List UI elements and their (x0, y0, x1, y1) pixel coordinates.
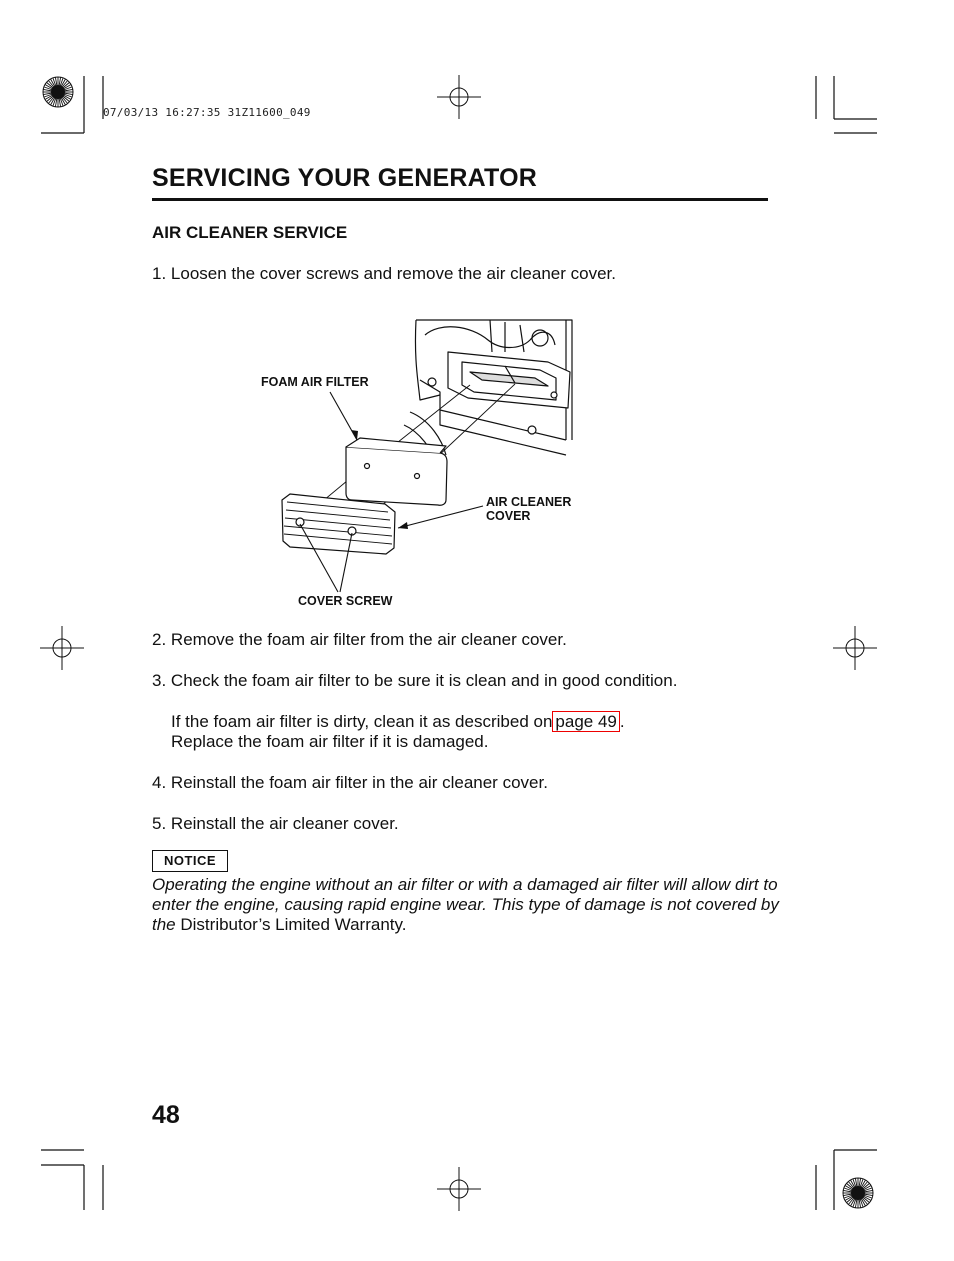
step-3-detail-line2: Replace the foam air filter if it is damaged. (171, 732, 489, 751)
step-1: 1. Loosen the cover screws and remove the air cleaner cover. (152, 264, 616, 283)
notice-text: Operating the engine without an air filter or with a damaged air filter will allow dirt to enter the engine, causing rapid engine wear. This type of damage is not covered by the Distributor’s Limited Warranty. (152, 875, 779, 934)
step-4: 4. Reinstall the foam air filter in the air cleaner cover. (152, 773, 548, 792)
page-number: 48 (152, 1101, 180, 1129)
page-title: SERVICING YOUR GENERATOR (152, 164, 537, 192)
step-3-detail-line1: If the foam air filter is dirty, clean it as described on page 49 . (171, 712, 625, 731)
label-foam-air-filter: FOAM AIR FILTER (261, 375, 369, 389)
page-49-link[interactable]: page 49 (552, 711, 619, 732)
print-stamp: 07/03/13 16:27:35 31Z11600_049 (103, 106, 311, 119)
section-heading: AIR CLEANER SERVICE (152, 223, 348, 242)
label-air-cleaner-cover-line1: AIR CLEANER (486, 495, 572, 509)
step-5: 5. Reinstall the air cleaner cover. (152, 814, 399, 833)
step-3: 3. Check the foam air filter to be sure it is clean and in good condition. (152, 671, 678, 690)
notice-badge: NOTICE (152, 850, 228, 872)
label-cover-screw: COVER SCREW (298, 594, 393, 608)
step-2: 2. Remove the foam air filter from the air cleaner cover. (152, 630, 567, 649)
label-air-cleaner-cover-line2: COVER (486, 509, 531, 523)
